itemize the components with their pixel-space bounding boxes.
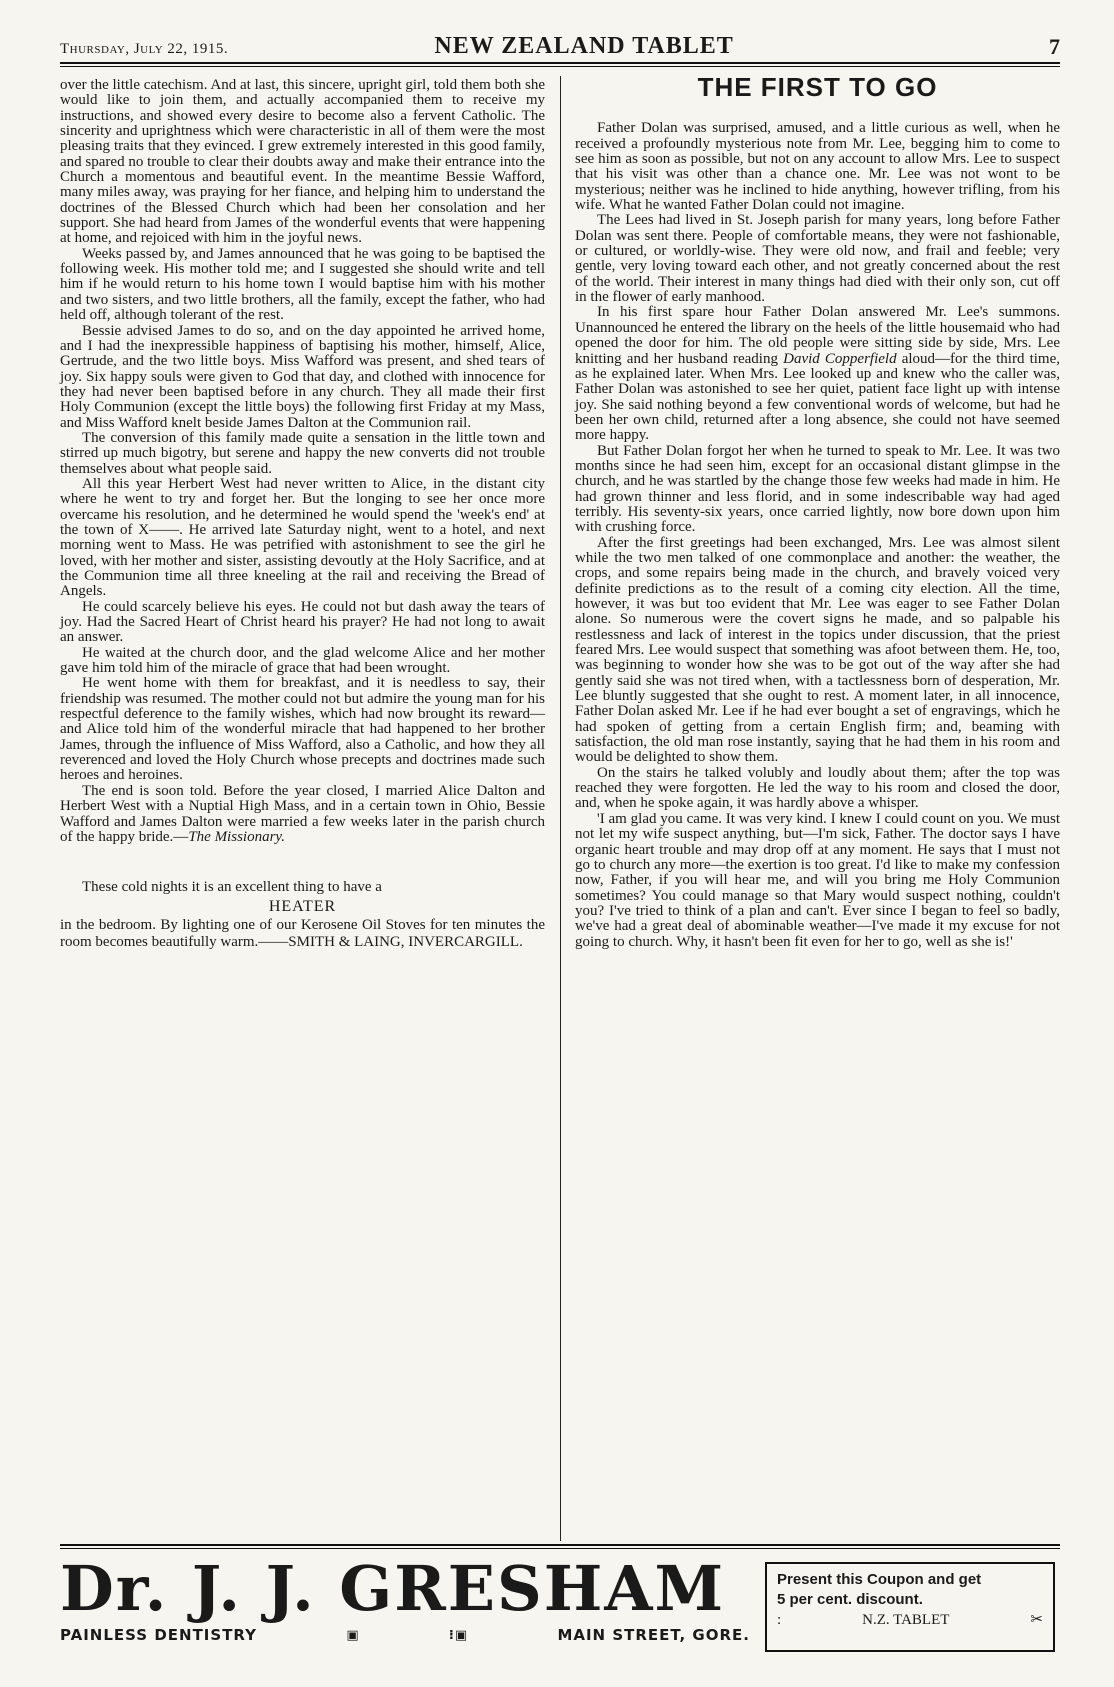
article-paragraph: All this year Herbert West had never written to Alice, in the distant city where he went to try and forget her. But the longing to see her once more overcame his resolution, and he determined he would spend the 'week's end' at the town of X——. He arrived late Saturday night, went to a hotel, and next morning went to Mass. He was petrified with astonishment to see the girl he loved, with her mother and sister, assisting devoutly at the Holy Sacrifice, and at the Communion time all three kneeling at the rail and receiving the Bread of Angels. bbox=[60, 475, 545, 600]
story-paragraph: The Lees had lived in St. Joseph parish for many years, long before Father Dolan was sent there. People of comfortable means, they were not fashionable, or cultured, or worldly-wise. They were old now, and frail and feeble; very gentle, very loving toward each other, and not greatly concerned about the rest of the world. Their interest in many things had died with their only son, cut off in the flower of early manhood. bbox=[575, 212, 1060, 306]
story-paragraph: Father Dolan was surprised, amused, and a little curious as well, when he received a profoundly mysterious note from Mr. Lee, begging him to come to see him as soon as possible, but not on any account to allow Mrs. Lee to suspect that his visit was other than a chance one. Mr. Lee was not wont to be mysterious; neither was he inclined to hide anything, however trifling, from his wife. What he wanted Father Dolan could not imagine. bbox=[575, 120, 1060, 214]
dentist-advertisement bbox=[60, 1552, 750, 1656]
heater-ad-heading: HEATER bbox=[268, 898, 337, 916]
story-paragraph-part: In his first spare hour Father Dolan answered Mr. Lee's summons. Unannounced he entered the library on the heels of the little housemaid who had opened the door for him. The old people were sitting side by side, Mrs. Lee knitting and her husband reading bbox=[575, 304, 1060, 367]
book-title: David Copperfield bbox=[783, 350, 897, 367]
article-paragraph: over the little catechism. And at last, this sincere, upright girl, told them both she would like to join them, and actually accompanied them to receive my instructions, and showed every desire to become also a fervent Catholic. The sincerity and uprightness which were characteristic in all of them were the most pleasing traits that they evinced. I grew extremely interested in this good family, and spared no trouble to clear their doubts away and make their entrance into the Church a momentous and beautiful event. In the meantime Bessie Wafford, many miles away, was praying for her fiance, and helping him to understand the doctrines of the Blessed Church which had been her consolation and her support. She had heard from James of the wonderful events that were happening at home, and rejoiced with him in the joyful news. bbox=[60, 77, 545, 247]
left-column bbox=[60, 78, 545, 951]
coupon-line: 5 per cent. discount. bbox=[777, 1591, 923, 1608]
story-paragraph: After the first greetings had been exchanged, Mrs. Lee was almost silent while the two men talked of one commonplace and another: the weather, the crops, and some repairs being made in the church, and bravely voiced very definite predictions as to the result of a coming city election. All the time, however, it was but too evident that Mr. Lee was eager to see Father Dolan alone. So numerous were the covert signs he made, and so palpable his restlessness and lack of interest in the topics under discussion, that the priest feared Mrs. Lee would suspect that something was afoot between them. He, too, was beginning to wonder how she was to be got out of the way after she had gently said she was not tired when, with a tactlessness born of desperation, Mr. Lee bluntly suggested that she ought to rest. A moment later, in all innocence, Father Dolan asked Mr. Lee if he had ever bought a set of engravings, which he had spoken of getting from a certain English firm; and, beaming with satisfaction, the old man rose instantly, saying that he had them in his room and would be delighted to show them. bbox=[575, 534, 1060, 766]
story-paragraph bbox=[575, 305, 1060, 443]
dentist-address: MAIN STREET, GORE. bbox=[557, 1626, 750, 1644]
masthead bbox=[60, 26, 1060, 64]
article-paragraph: He waited at the church door, and the glad welcome Alice and her mother gave him told him of the miracle of grace that had been wrought. bbox=[60, 644, 545, 677]
newspaper-page bbox=[60, 26, 1060, 1666]
story-paragraph: 'I am glad you came. It was very kind. I knew I could count on you. We must not let my wife suspect anything, but—I'm sick, Father. The doctor says I have organic heart trouble and may drop off at any moment. He says that I must not go to church any more—the exertion is too great. I'd like to make my confession now, Father, if you will hear me, and will you bring me Holy Communion sometimes? You could manage so that Mary would suspect nothing, couldn't you? I've tried to think of a plan and can't. Ever since I began to feel so badly, we've had a great deal of abominable weather—I've made it my excuse for not going to church. Why, it hasn't been fit even for her to go, well as she is!' bbox=[575, 810, 1060, 950]
story-paragraph: But Father Dolan forgot her when he turned to speak to Mr. Lee. It was two months since he had seen him, except for an occasional distant glimpse in the church, and he was startled by the change those few weeks had made in him. He had grown thinner and less florid, and in some indescribable way had aged terribly. His seventy-six years, once carried lightly, now bore down upon him with crushing force. bbox=[575, 442, 1060, 536]
ad-separator-rule-thin bbox=[60, 1548, 1060, 1549]
article-paragraph: He could scarcely believe his eyes. He could not but dash away the tears of joy. Had the Sacred Heart of Christ heard his prayer? He had not long to await an answer. bbox=[60, 598, 545, 646]
masthead-rule bbox=[60, 66, 1060, 67]
scissors-icon: ✂ bbox=[1030, 1612, 1043, 1628]
right-column bbox=[575, 72, 1060, 950]
dentist-ad-footer bbox=[60, 1626, 750, 1644]
column-divider bbox=[560, 76, 561, 1541]
article-paragraph-final bbox=[60, 784, 545, 845]
coupon-line: Present this Coupon and get bbox=[777, 1571, 982, 1588]
coupon-footer bbox=[777, 1610, 1043, 1630]
ad-separator-rule bbox=[60, 1544, 1060, 1546]
dentist-name: Dr. J. J. GRESHAM bbox=[60, 1552, 726, 1625]
story-paragraph: On the stairs he talked volubly and loudly about them; after the top was reached they were forgotten. He led the way to his room and closed the door, and, when he spoke again, it was hardly above a whisper. bbox=[575, 764, 1060, 812]
source-credit: The Missionary. bbox=[188, 828, 285, 845]
ornament-icon: ⁝▣ bbox=[448, 1627, 469, 1643]
article-paragraph: Weeks passed by, and James announced that he was going to be baptised the following week. His mother told me; and I suggested she should write and tell him if he would return to his home town I would baptise him with his mother and two sisters, and two little brothers, all the family, except the father, who had held off, although tolerant of the rest. bbox=[60, 245, 545, 324]
discount-coupon bbox=[765, 1562, 1055, 1652]
ornament-icon: ▣ bbox=[346, 1627, 360, 1643]
article-paragraph: Bessie advised James to do so, and on the day appointed he arrived home, and I had the inexpressible happiness of baptising his mother, himself, Alice, Gertrude, and the two little boys. Miss Wafford was present, and shed tears of joy. Six happy souls were given to God that day, and clothed with innocence for they had never been baptised before in any church. They all made their first Holy Communion (except the little boys) the following first Friday at my Mass, and Miss Wafford knelt beside James Dalton at the Communion rail. bbox=[60, 322, 545, 431]
heater-advertisement bbox=[60, 879, 545, 951]
heater-ad-intro: These cold nights it is an excellent thing to have a bbox=[82, 879, 382, 896]
story-title: THE FIRST TO GO bbox=[697, 72, 938, 102]
article-paragraph: He went home with them for breakfast, and it is needless to say, their friendship was resumed. The mother could not but admire the young man for his respectful deference to the family wishes, which had now brought its reward—and Alice told him of the wonderful miracle that had happened to her brother James, through the influence of Miss Wafford, also a Catholic, and how they all reverenced and loved the Holy Church whose precepts and doctrines made such heroes and heroines. bbox=[60, 675, 545, 784]
issue-date: Thursday, July 22, 1915. bbox=[60, 41, 229, 57]
publication-title: NEW ZEALAND TABLET bbox=[434, 33, 734, 59]
heater-ad-body: in the bedroom. By lighting one of our Kerosene Oil Stoves for ten minutes the room becomes beautifully warm.——SMITH & LAING, INVERCARGILL. bbox=[60, 917, 545, 951]
article-paragraph: The conversion of this family made quite a sensation in the little town and stirred up much bigotry, but serene and happy the new converts did not trouble themselves about what people said. bbox=[60, 429, 545, 477]
final-paragraph-text: The end is soon told. Before the year closed, I married Alice Dalton and Herbert West with a Nuptial High Mass, and in a certain town in Ohio, Bessie Wafford and James Dalton were married a few weeks later in the parish church of the happy bride.— bbox=[60, 782, 545, 845]
coupon-colon: : bbox=[777, 1612, 782, 1628]
coupon-publication: N.Z. TABLET bbox=[862, 1612, 950, 1628]
dentist-tagline: PAINLESS DENTISTRY bbox=[60, 1626, 258, 1644]
page-number: 7 bbox=[1049, 34, 1060, 59]
story-paragraph-part: aloud—for the third time, as he explained later. When Mrs. Lee looked up and knew who the caller was, Father Dolan was astonished to see her quiet, patient face light up with intense joy. She said nothing beyond a few conventional words of welcome, but had he been her own child, returned after a long absence, she could not have seemed more happy. bbox=[575, 350, 1060, 444]
